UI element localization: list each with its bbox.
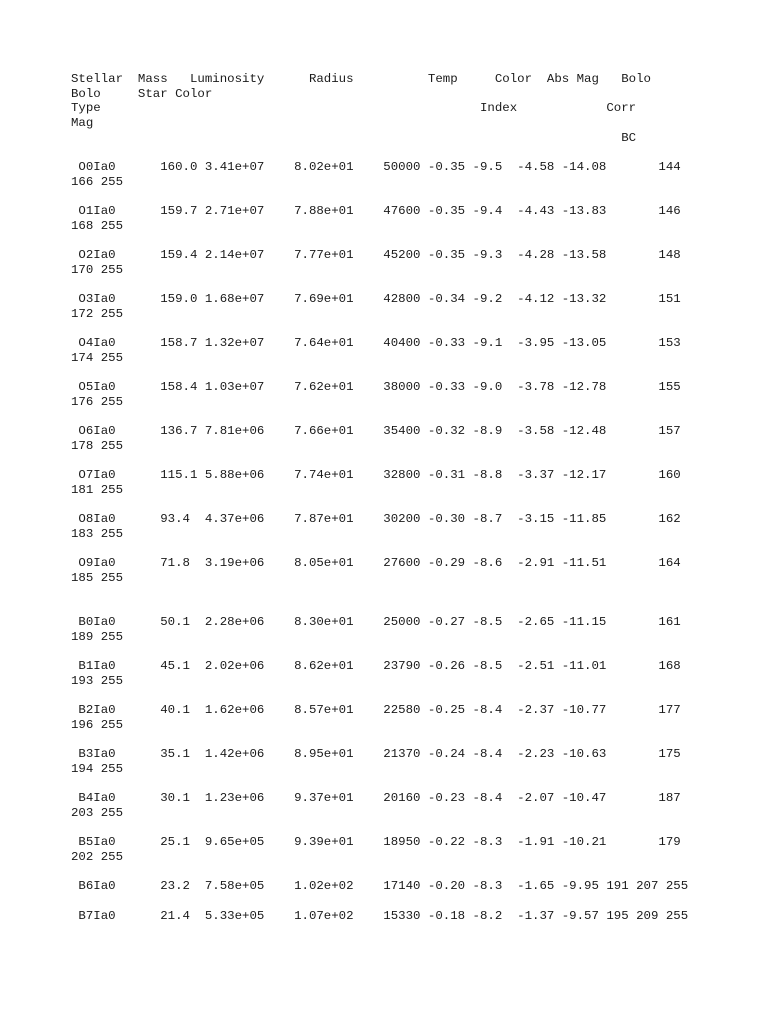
row-line: B0Ia0 50.1 2.28e+06 8.30e+01 25000 -0.27 -8.5 -2.65 -11.15 161 [71,615,681,629]
row-wrap-line: 203 255 [71,806,124,820]
row-line: B3Ia0 35.1 1.42e+06 8.95e+01 21370 -0.24 -8.4 -2.23 -10.63 175 [71,747,681,761]
row-wrap-line: 196 255 [71,718,124,732]
header-line-2: Bolo Star Color [71,87,213,101]
row-wrap-line: 178 255 [71,439,124,453]
row-wrap-line: 189 255 [71,630,124,644]
row-line: B7Ia0 21.4 5.33e+05 1.07e+02 15330 -0.18 -8.2 -1.37 -9.57 195 209 255 [71,909,689,923]
header-line-5: BC [71,131,637,145]
row-line: O1Ia0 159.7 2.71e+07 7.88e+01 47600 -0.35 -9.4 -4.43 -13.83 146 [71,204,681,218]
header-line-1: Stellar Mass Luminosity Radius Temp Color Abs Mag Bolo [71,72,651,86]
row-wrap-line: 185 255 [71,571,124,585]
row-wrap-line: 166 255 [71,175,124,189]
row-line: O0Ia0 160.0 3.41e+07 8.02e+01 50000 -0.35 -9.5 -4.58 -14.08 144 [71,160,681,174]
row-wrap-line: 183 255 [71,527,124,541]
row-line: B1Ia0 45.1 2.02e+06 8.62e+01 23790 -0.26 -8.5 -2.51 -11.01 168 [71,659,681,673]
row-line: B6Ia0 23.2 7.58e+05 1.02e+02 17140 -0.20 -8.3 -1.65 -9.95 191 207 255 [71,879,689,893]
row-line: O6Ia0 136.7 7.81e+06 7.66e+01 35400 -0.32 -8.9 -3.58 -12.48 157 [71,424,681,438]
row-wrap-line: 176 255 [71,395,124,409]
row-line: O5Ia0 158.4 1.03e+07 7.62e+01 38000 -0.33 -9.0 -3.78 -12.78 155 [71,380,681,394]
row-wrap-line: 168 255 [71,219,124,233]
header-line-4: Mag [71,116,94,130]
row-line: O4Ia0 158.7 1.32e+07 7.64e+01 40400 -0.33 -9.1 -3.95 -13.05 153 [71,336,681,350]
row-wrap-line: 202 255 [71,850,124,864]
row-line: B2Ia0 40.1 1.62e+06 8.57e+01 22580 -0.25 -8.4 -2.37 -10.77 177 [71,703,681,717]
row-line: O2Ia0 159.4 2.14e+07 7.77e+01 45200 -0.35 -9.3 -4.28 -13.58 148 [71,248,681,262]
row-wrap-line: 181 255 [71,483,124,497]
row-line: O8Ia0 93.4 4.37e+06 7.87e+01 30200 -0.30 -8.7 -3.15 -11.85 162 [71,512,681,526]
row-line: O7Ia0 115.1 5.88e+06 7.74e+01 32800 -0.31 -8.8 -3.37 -12.17 160 [71,468,681,482]
row-line: B4Ia0 30.1 1.23e+06 9.37e+01 20160 -0.23 -8.4 -2.07 -10.47 187 [71,791,681,805]
row-wrap-line: 170 255 [71,263,124,277]
row-wrap-line: 193 255 [71,674,124,688]
row-wrap-line: 194 255 [71,762,124,776]
row-wrap-line: 174 255 [71,351,124,365]
row-wrap-line: 172 255 [71,307,124,321]
row-line: O9Ia0 71.8 3.19e+06 8.05e+01 27600 -0.29 -8.6 -2.91 -11.51 164 [71,556,681,570]
row-line: B5Ia0 25.1 9.65e+05 9.39e+01 18950 -0.22 -8.3 -1.91 -10.21 179 [71,835,681,849]
row-line: O3Ia0 159.0 1.68e+07 7.69e+01 42800 -0.34 -9.2 -4.12 -13.32 151 [71,292,681,306]
header-line-3: Type Index Corr [71,101,637,115]
